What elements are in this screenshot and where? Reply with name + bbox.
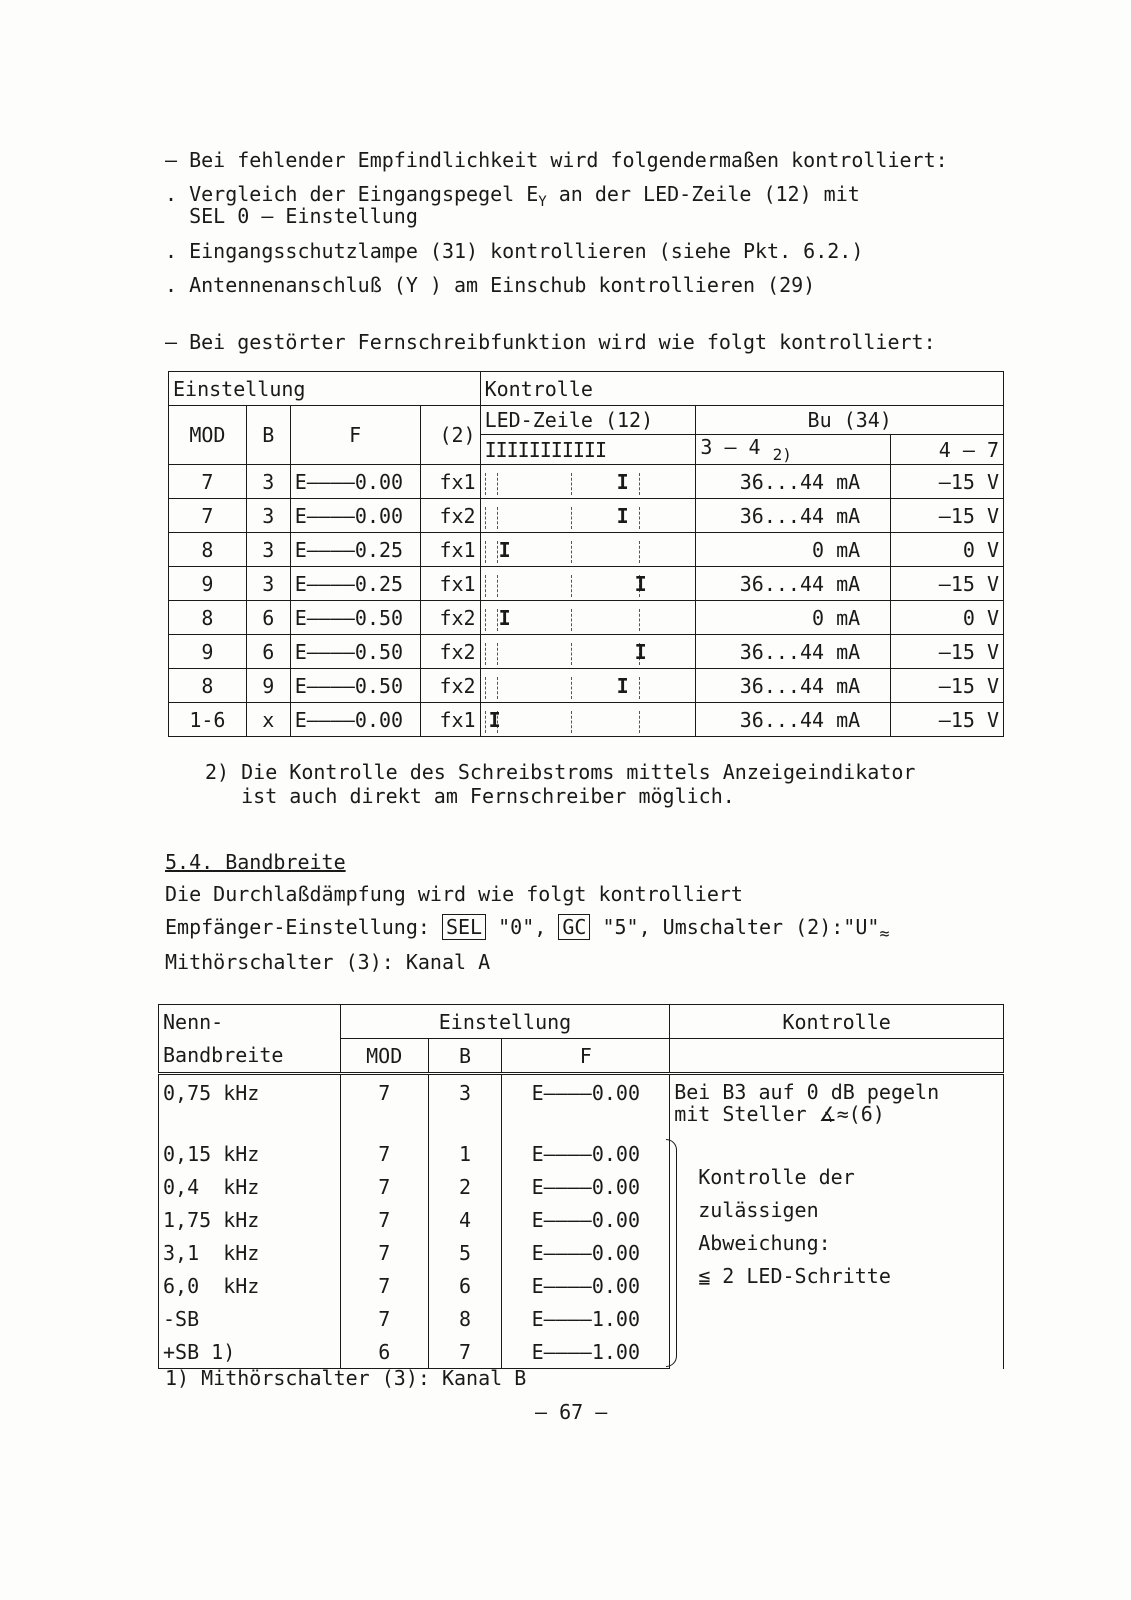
t1-header-leds: IIIIIIIIIII	[480, 435, 696, 465]
t1-cell-ma: 36...44 mA	[696, 465, 891, 499]
intro-line-2c: SEL 0 – Einstellung	[165, 204, 418, 228]
t1-cell-ma: 36...44 mA	[696, 635, 891, 669]
t1-cell-f: E––––0.50	[290, 601, 420, 635]
t1-cell-f: E––––0.00	[290, 499, 420, 533]
intro-line-5: – Bei gestörter Fernschreibfunktion wird wie folgt kontrolliert:	[165, 330, 936, 354]
kontrolle-text-1a: Bei B3 auf 0 dB pegeln	[674, 1080, 940, 1104]
t1-cell-b: x	[246, 703, 290, 737]
t2-cell-b: 8	[428, 1302, 502, 1335]
t1-cell-mod: 7	[169, 499, 247, 533]
t2-cell-mod: 7	[340, 1074, 428, 1138]
t1-header-34-text: 3 – 4	[700, 435, 761, 459]
t2-header-mod: MOD	[340, 1039, 428, 1074]
t2-cell-bw: 0,75 kHz	[159, 1074, 341, 1138]
t2-cell-f: E––––0.00	[502, 1074, 670, 1138]
t1-cell-v: –15 V	[891, 669, 1004, 703]
t1-cell-ma: 36...44 mA	[696, 703, 891, 737]
t2-cell-b: 1	[428, 1137, 502, 1170]
led-indicator	[485, 467, 692, 497]
t1-cell-fx: fx1	[420, 533, 480, 567]
t1-cell-led	[480, 635, 696, 669]
t1-cell-led	[480, 703, 696, 737]
fernschreib-table	[168, 371, 1004, 737]
kontrolle-text-1b: mit Steller ∡≈(6)	[674, 1102, 885, 1126]
intro-line-2-text: . Vergleich der Eingangspegel E	[165, 182, 539, 206]
t2-cell-kontrolle-2	[670, 1137, 1004, 1369]
approx-symbol-icon: ≈	[879, 924, 890, 943]
led-tick	[571, 609, 573, 631]
led-indicator	[485, 705, 692, 735]
section-p3: Mithörschalter (3): Kanal A	[165, 950, 491, 974]
t2-header-bandbreite: Bandbreite	[159, 1039, 341, 1074]
t2-cell-bw: 6,0 kHz	[159, 1269, 341, 1302]
t2-cell-bw: 0,4 kHz	[159, 1170, 341, 1203]
led-indicator	[485, 535, 692, 565]
table-row	[169, 669, 1004, 703]
led-tick	[485, 575, 487, 597]
t1-cell-b: 3	[246, 567, 290, 601]
table-row	[169, 533, 1004, 567]
t1-cell-fx: fx2	[420, 601, 480, 635]
t2-cell-b: 4	[428, 1203, 502, 1236]
t1-header-34	[696, 435, 891, 465]
t1-header-47: 4 – 7	[891, 435, 1004, 465]
t2-cell-bw: 0,15 kHz	[159, 1137, 341, 1170]
t1-cell-mod: 9	[169, 635, 247, 669]
t2-cell-bw: 1,75 kHz	[159, 1203, 341, 1236]
t1-header-f: F	[290, 406, 420, 465]
t1-cell-fx: fx2	[420, 669, 480, 703]
section-p2-b: "0",	[486, 915, 559, 939]
t2-cell-bw: -SB	[159, 1302, 341, 1335]
t1-cell-f: E––––0.25	[290, 533, 420, 567]
t1-cell-f: E––––0.25	[290, 567, 420, 601]
led-tick	[497, 473, 499, 495]
t1-footnote-1: 2) Die Kontrolle des Schreibstroms mittels Anzeigeindikator	[205, 760, 916, 784]
table-row	[169, 601, 1004, 635]
t1-header-einstellung: Einstellung	[169, 372, 481, 406]
table-row	[169, 567, 1004, 601]
t2-header-nenn: Nenn-	[159, 1005, 341, 1039]
intro-line-3: . Eingangsschutzlampe (31) kontrollieren (siehe Pkt. 6.2.)	[165, 239, 864, 263]
t1-cell-v: –15 V	[891, 499, 1004, 533]
t2-cell-b: 6	[428, 1269, 502, 1302]
led-tick	[571, 473, 573, 495]
led-mark: I	[616, 673, 629, 698]
t1-cell-mod: 7	[169, 465, 247, 499]
t1-cell-v: –15 V	[891, 635, 1004, 669]
t2-cell-bw: +SB 1)	[159, 1335, 341, 1369]
table-row	[169, 465, 1004, 499]
led-tick	[485, 609, 487, 631]
sel-key-label: SEL	[442, 914, 486, 940]
section-heading: 5.4. Bandbreite	[165, 850, 346, 874]
table-row	[169, 703, 1004, 737]
section-p2-c: "5", Umschalter (2):"U"	[590, 915, 880, 939]
led-tick	[571, 677, 573, 699]
t1-cell-b: 3	[246, 465, 290, 499]
t2-cell-b: 3	[428, 1074, 502, 1138]
t1-cell-ma: 0 mA	[696, 533, 891, 567]
t1-cell-b: 6	[246, 635, 290, 669]
t1-cell-f: E––––0.00	[290, 703, 420, 737]
t1-cell-fx: fx1	[420, 465, 480, 499]
t1-cell-v: –15 V	[891, 465, 1004, 499]
t2-cell-f: E––––0.00	[502, 1203, 670, 1236]
led-tick	[639, 677, 641, 699]
led-tick	[485, 473, 487, 495]
t1-header-kontrolle: Kontrolle	[480, 372, 1003, 406]
t1-cell-v: –15 V	[891, 567, 1004, 601]
t1-cell-f: E––––0.00	[290, 465, 420, 499]
page-number: – 67 –	[535, 1400, 608, 1424]
t1-cell-led	[480, 601, 696, 635]
t1-cell-b: 9	[246, 669, 290, 703]
t1-header-34-sup: 2)	[772, 445, 792, 464]
t1-cell-v: 0 V	[891, 533, 1004, 567]
t2-cell-f: E––––1.00	[502, 1302, 670, 1335]
led-tick	[485, 711, 487, 733]
led-indicator	[485, 569, 692, 599]
t2-header-kontrolle: Kontrolle	[670, 1005, 1004, 1039]
t2-cell-f: E––––0.00	[502, 1269, 670, 1302]
t1-cell-fx: fx2	[420, 635, 480, 669]
intro-line-4: . Antennenanschluß (Y ) am Einschub kontrollieren (29)	[165, 273, 816, 297]
led-tick	[497, 643, 499, 665]
t2-cell-b: 5	[428, 1236, 502, 1269]
section-p2	[165, 915, 889, 946]
t1-cell-mod: 8	[169, 669, 247, 703]
t1-cell-led	[480, 567, 696, 601]
intro-line-2-sub: Y	[538, 194, 547, 210]
led-indicator	[485, 671, 692, 701]
t1-cell-b: 3	[246, 499, 290, 533]
led-tick	[639, 473, 641, 495]
t2-header-blank	[670, 1039, 1004, 1074]
t1-cell-mod: 8	[169, 601, 247, 635]
t2-cell-f: E––––1.00	[502, 1335, 670, 1369]
t1-cell-f: E––––0.50	[290, 669, 420, 703]
led-indicator	[485, 637, 692, 667]
t1-body	[169, 465, 1004, 737]
led-mark: I	[634, 639, 647, 664]
t1-cell-ma: 36...44 mA	[696, 567, 891, 601]
t2-cell-mod: 7	[340, 1236, 428, 1269]
led-tick	[639, 711, 641, 733]
t2-header-b: B	[428, 1039, 502, 1074]
t1-cell-led	[480, 499, 696, 533]
t2-cell-mod: 6	[340, 1335, 428, 1369]
t2-cell-mod: 7	[340, 1269, 428, 1302]
t2-header-einstellung: Einstellung	[340, 1005, 669, 1039]
kontrolle-text-k2b: zulässigen	[698, 1198, 819, 1222]
kontrolle-text-k2c: Abweichung:	[698, 1231, 831, 1255]
t1-cell-mod: 1-6	[169, 703, 247, 737]
t2-cell-f: E––––0.00	[502, 1236, 670, 1269]
t1-cell-v: –15 V	[891, 703, 1004, 737]
gc-key-label: GC	[558, 914, 590, 940]
t1-cell-mod: 9	[169, 567, 247, 601]
t1-header-2: (2)	[420, 406, 480, 465]
led-tick	[497, 575, 499, 597]
t1-cell-b: 6	[246, 601, 290, 635]
intro-line-1: – Bei fehlender Empfindlichkeit wird folgendermaßen kontrolliert:	[165, 148, 948, 172]
t2-body	[159, 1074, 1004, 1369]
led-tick	[497, 507, 499, 529]
intro-line-2-text-b: an der LED-Zeile (12) mit	[546, 182, 860, 206]
brace-icon	[666, 1139, 677, 1367]
t2-cell-mod: 7	[340, 1203, 428, 1236]
section-p2-a: Empfänger-Einstellung:	[165, 915, 442, 939]
table-row	[159, 1074, 1004, 1138]
led-mark: I	[498, 605, 511, 630]
t1-header-b: B	[246, 406, 290, 465]
kontrolle-text-k2a: Kontrolle der	[698, 1165, 855, 1189]
led-mark: I	[616, 469, 629, 494]
t2-cell-mod: 7	[340, 1170, 428, 1203]
table-row	[159, 1137, 1004, 1170]
t2-cell-b: 7	[428, 1335, 502, 1369]
led-tick	[485, 507, 487, 529]
t1-cell-mod: 8	[169, 533, 247, 567]
t2-cell-bw: 3,1 kHz	[159, 1236, 341, 1269]
led-tick	[571, 711, 573, 733]
led-mark: I	[634, 571, 647, 596]
t1-cell-led	[480, 533, 696, 567]
t1-cell-ma: 0 mA	[696, 601, 891, 635]
t2-cell-f: E––––0.00	[502, 1170, 670, 1203]
led-tick	[485, 643, 487, 665]
led-tick	[639, 541, 641, 563]
led-indicator	[485, 603, 692, 633]
t1-cell-ma: 36...44 mA	[696, 669, 891, 703]
t1-cell-fx: fx2	[420, 499, 480, 533]
t2-cell-mod: 7	[340, 1302, 428, 1335]
led-tick	[497, 677, 499, 699]
t1-cell-fx: fx1	[420, 567, 480, 601]
t1-cell-f: E––––0.50	[290, 635, 420, 669]
led-tick	[571, 541, 573, 563]
led-tick	[639, 507, 641, 529]
t2-cell-f: E––––0.00	[502, 1137, 670, 1170]
kontrolle-text-k2d: ≦ 2 LED-Schritte	[698, 1264, 891, 1288]
bandbreite-table	[158, 1004, 1004, 1369]
led-mark: I	[616, 503, 629, 528]
led-tick	[639, 609, 641, 631]
table-row	[169, 635, 1004, 669]
led-mark: I	[498, 537, 511, 562]
t1-cell-led	[480, 669, 696, 703]
t1-cell-fx: fx1	[420, 703, 480, 737]
t1-cell-led	[480, 465, 696, 499]
led-tick	[485, 677, 487, 699]
t2-cell-mod: 7	[340, 1137, 428, 1170]
led-tick	[485, 541, 487, 563]
t1-cell-ma: 36...44 mA	[696, 499, 891, 533]
led-mark: I	[488, 707, 501, 732]
t1-footnote-2: ist auch direkt am Fernschreiber möglich.	[205, 784, 735, 808]
led-tick	[571, 643, 573, 665]
led-indicator	[485, 501, 692, 531]
table-row	[169, 499, 1004, 533]
t1-cell-b: 3	[246, 533, 290, 567]
t2-cell-b: 2	[428, 1170, 502, 1203]
t2-header-f: F	[502, 1039, 670, 1074]
t2-footnote: 1) Mithörschalter (3): Kanal B	[165, 1366, 527, 1390]
led-tick	[571, 507, 573, 529]
t1-header-bu: Bu (34)	[696, 406, 1004, 435]
section-p1: Die Durchlaßdämpfung wird wie folgt kontrolliert	[165, 882, 743, 906]
t1-header-mod: MOD	[169, 406, 247, 465]
t2-cell-kontrolle-1	[670, 1074, 1004, 1138]
t1-cell-v: 0 V	[891, 601, 1004, 635]
led-tick	[571, 575, 573, 597]
t1-header-led: LED-Zeile (12)	[480, 406, 696, 435]
